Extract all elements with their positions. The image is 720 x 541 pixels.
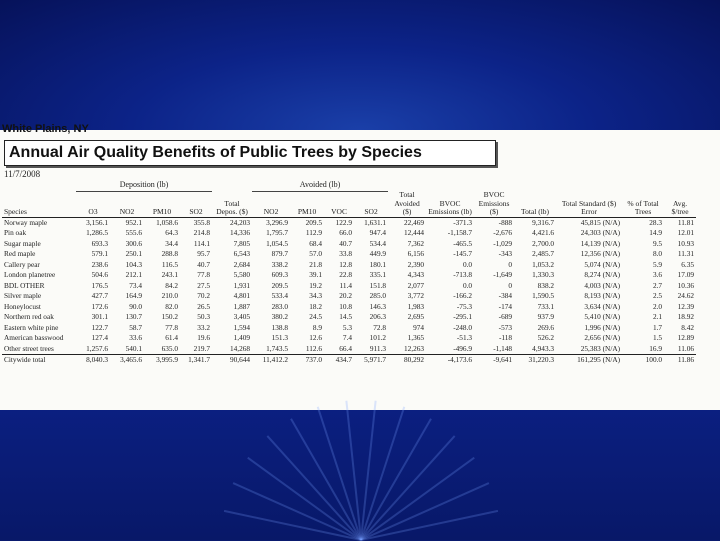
value-cell: -496.9: [453, 343, 473, 353]
value-cell: 2,700.0: [532, 238, 555, 248]
value-cell: 1.7: [652, 322, 663, 332]
value-cell: 39.1: [309, 270, 323, 279]
value-cell: 2.1: [652, 312, 663, 321]
value-cell: 427.7: [91, 291, 108, 300]
col-header: NO2: [263, 207, 279, 216]
total-value-cell: 5,971.7: [354, 355, 388, 366]
col-header: SO2: [189, 207, 203, 216]
total-value-cell: 90,644: [212, 355, 252, 366]
value-cell: 1,795.7: [266, 228, 289, 237]
value-cell: 285.0: [369, 291, 387, 300]
value-cell: 176.5: [91, 280, 108, 290]
value-cell: 40.7: [197, 259, 211, 269]
scanned-document: [0, 123, 720, 410]
value-cell: 4,343: [407, 270, 425, 279]
value-cell: 9.5: [652, 238, 663, 248]
total-value-cell: 3,995.9: [144, 355, 180, 366]
value-cell: 11.81: [677, 217, 695, 227]
value-cell: 355.8: [193, 217, 211, 227]
value-cell: -118: [498, 333, 513, 342]
total-value-cell: 161,295 (N/A): [556, 355, 622, 366]
value-cell: 4,421.6: [532, 228, 555, 237]
col-header: Species: [4, 207, 27, 216]
value-cell: 77.8: [165, 322, 178, 332]
value-cell: 28.3: [649, 217, 663, 227]
value-cell: 12,356 (N/A): [580, 249, 621, 258]
benefits-table: [2, 180, 696, 366]
value-cell: 12.8: [339, 259, 353, 269]
value-cell: 1,931: [233, 280, 251, 290]
value-cell: 210.0: [161, 291, 178, 300]
value-cell: 26.5: [197, 301, 211, 311]
total-value-cell: 737.0: [290, 355, 324, 366]
value-cell: 2,656 (N/A): [584, 333, 621, 342]
value-cell: 5.3: [342, 322, 353, 332]
slide-background-bottom: [0, 410, 720, 540]
col-header: PM10: [297, 207, 317, 216]
value-cell: -166.2: [453, 291, 473, 300]
value-cell: 66.0: [339, 228, 353, 237]
value-cell: 40.7: [339, 238, 353, 248]
value-cell: 0: [508, 259, 513, 269]
value-cell: 0: [508, 280, 513, 290]
value-cell: -145.7: [453, 249, 473, 258]
value-cell: 6,156: [407, 249, 425, 258]
value-cell: 1,631.1: [364, 217, 387, 227]
value-cell: 17.09: [677, 270, 695, 279]
value-cell: 1,409: [233, 333, 251, 342]
total-value-cell: 31,220.3: [514, 355, 556, 366]
value-cell: 12.6: [309, 333, 323, 342]
report-date: 11/7/2008: [4, 169, 41, 179]
value-cell: 12,263: [403, 343, 425, 353]
value-cell: 164.9: [125, 291, 142, 300]
species-cell: Silver maple: [4, 291, 42, 300]
value-cell: 10.8: [339, 301, 353, 311]
col-header: Total (lb): [521, 207, 550, 216]
species-cell: Red maple: [4, 249, 36, 258]
value-cell: 911.3: [369, 343, 387, 353]
value-cell: -248.0: [453, 322, 473, 332]
value-cell: 73.4: [129, 280, 142, 290]
value-cell: 2.5: [652, 291, 663, 300]
value-cell: -1,029: [493, 238, 513, 248]
value-cell: 1,058.6: [156, 217, 178, 227]
value-cell: 838.2: [537, 280, 555, 290]
value-cell: 1,743.5: [266, 343, 289, 353]
value-cell: 12.89: [677, 333, 695, 342]
value-cell: -1,649: [493, 270, 513, 279]
value-cell: 95.7: [197, 249, 211, 258]
species-cell: Pin oak: [4, 228, 27, 237]
avoided-group-label: Avoided (lb): [252, 180, 388, 191]
value-cell: 24,303 (N/A): [580, 228, 621, 237]
value-cell: 66.4: [339, 343, 353, 353]
value-cell: 947.4: [369, 228, 387, 237]
value-cell: 6.35: [681, 259, 695, 269]
value-cell: -465.5: [453, 238, 473, 248]
value-cell: 34.4: [165, 238, 178, 248]
column-header-row: [2, 191, 696, 217]
value-cell: 534.4: [369, 238, 387, 248]
value-cell: -174: [498, 301, 513, 311]
value-cell: 0.0: [462, 280, 473, 290]
value-cell: 72.8: [373, 322, 387, 332]
light-ray: [360, 435, 455, 540]
value-cell: 8,274 (N/A): [584, 270, 621, 279]
value-cell: 27.5: [197, 280, 211, 290]
value-cell: -75.3: [456, 301, 473, 311]
value-cell: 219.7: [193, 343, 211, 353]
col-header: % of Total Trees: [627, 198, 659, 216]
slide-background-top: [0, 0, 720, 130]
value-cell: 151.8: [369, 280, 387, 290]
value-cell: 1,054.5: [266, 238, 289, 248]
total-label-cell: Citywide total: [2, 355, 76, 366]
species-cell: Eastern white pine: [4, 322, 59, 332]
col-header: VOC: [331, 207, 347, 216]
value-cell: 5,580: [233, 270, 251, 279]
value-cell: -371.3: [453, 217, 473, 227]
value-cell: 8.9: [312, 322, 323, 332]
value-cell: 4,003 (N/A): [584, 280, 621, 290]
species-cell: Northern red oak: [4, 312, 54, 321]
document-title: Annual Air Quality Benefits of Public Trees by Species: [9, 144, 422, 161]
total-value-cell: 100.0: [622, 355, 664, 366]
value-cell: 146.3: [369, 301, 387, 311]
value-cell: 3,405: [233, 312, 251, 321]
city-heading: White Plains, NY: [2, 123, 89, 135]
light-ray: [233, 482, 362, 541]
value-cell: 301.1: [91, 312, 108, 321]
species-cell: London planetree: [4, 270, 56, 279]
table-row: [2, 270, 696, 281]
value-cell: 24,203: [229, 217, 251, 227]
table-row: [2, 302, 696, 313]
value-cell: 58.7: [129, 322, 142, 332]
value-cell: 114.1: [193, 238, 211, 248]
value-cell: 151.3: [271, 333, 289, 342]
value-cell: 10.36: [677, 280, 695, 290]
value-cell: 84.2: [165, 280, 178, 290]
species-cell: BDL OTHER: [4, 280, 45, 290]
value-cell: -713.8: [453, 270, 473, 279]
value-cell: 2,485.7: [532, 249, 555, 258]
species-cell: American basswood: [4, 333, 64, 342]
col-header: BVOC Emissions (lb): [428, 198, 472, 216]
value-cell: -888: [498, 217, 513, 227]
value-cell: 112.9: [305, 228, 323, 237]
value-cell: 77.8: [197, 270, 211, 279]
total-value-cell: 1,341.7: [180, 355, 212, 366]
table-row: [2, 217, 696, 228]
table-row: [2, 249, 696, 260]
value-cell: 19.2: [309, 280, 323, 290]
value-cell: 22.8: [339, 270, 353, 279]
species-cell: Callery pear: [4, 259, 40, 269]
value-cell: 33.8: [339, 249, 353, 258]
value-cell: 138.8: [271, 322, 289, 332]
value-cell: 209.5: [305, 217, 323, 227]
value-cell: 526.2: [537, 333, 555, 342]
value-cell: 1,996 (N/A): [584, 322, 621, 332]
value-cell: 180.1: [369, 259, 387, 269]
total-value-cell: 434.7: [324, 355, 354, 366]
value-cell: -295.1: [453, 312, 473, 321]
value-cell: 206.3: [369, 312, 387, 321]
col-header: Avg. $/tree: [671, 198, 689, 216]
value-cell: 12.01: [677, 228, 695, 237]
value-cell: 7.4: [342, 333, 353, 342]
value-cell: 609.3: [271, 270, 289, 279]
col-header: PM10: [152, 207, 172, 216]
value-cell: 11.06: [677, 343, 695, 353]
value-cell: 21.8: [309, 259, 323, 269]
value-cell: 7,362: [407, 238, 425, 248]
value-cell: 0.0: [462, 259, 473, 269]
value-cell: 212.1: [125, 270, 142, 279]
value-cell: 90.0: [129, 301, 142, 311]
value-cell: 34.3: [309, 291, 323, 300]
value-cell: 50.3: [197, 312, 211, 321]
group-header-row: [2, 180, 696, 191]
table-row: [2, 228, 696, 239]
table-row: [2, 323, 696, 334]
value-cell: 300.6: [125, 238, 142, 248]
col-header: O3: [88, 207, 98, 216]
total-value-cell: 11.86: [664, 355, 696, 366]
table-row: [2, 260, 696, 271]
value-cell: 1,594: [233, 322, 251, 332]
value-cell: 45,815 (N/A): [580, 217, 621, 227]
table-row: [2, 333, 696, 344]
value-cell: 449.9: [369, 249, 387, 258]
value-cell: 5.9: [652, 259, 663, 269]
value-cell: 214.8: [193, 228, 211, 237]
value-cell: 122.7: [91, 322, 108, 332]
total-value-cell: -4,173.6: [426, 355, 474, 366]
value-cell: 4,801: [233, 291, 251, 300]
value-cell: 335.1: [369, 270, 387, 279]
value-cell: 1,330.3: [532, 270, 555, 279]
value-cell: 25,383 (N/A): [580, 343, 621, 353]
value-cell: 19.6: [197, 333, 211, 342]
value-cell: 24.62: [677, 291, 695, 300]
total-value-cell: 3,465.6: [110, 355, 144, 366]
value-cell: 209.5: [271, 280, 289, 290]
value-cell: 116.5: [161, 259, 178, 269]
total-value-cell: 11,412.2: [252, 355, 290, 366]
value-cell: 579.1: [91, 249, 108, 258]
value-cell: 2.0: [652, 301, 663, 311]
value-cell: 57.0: [309, 249, 323, 258]
value-cell: -689: [498, 312, 513, 321]
value-cell: 1,887: [233, 301, 251, 311]
value-cell: -1,158.7: [447, 228, 473, 237]
value-cell: 338.2: [271, 259, 289, 269]
value-cell: 3,634 (N/A): [584, 301, 621, 311]
col-header: BVOC Emissions ($): [478, 190, 510, 216]
value-cell: 6,543: [233, 249, 251, 258]
value-cell: -384: [498, 291, 513, 300]
value-cell: 879.7: [271, 249, 289, 258]
value-cell: 238.6: [91, 259, 108, 269]
value-cell: 1,590.5: [532, 291, 555, 300]
deposition-group-label: Deposition (lb): [76, 180, 212, 191]
value-cell: 7,805: [233, 238, 251, 248]
value-cell: 540.1: [125, 343, 142, 353]
value-cell: 172.6: [91, 301, 108, 311]
value-cell: 24.5: [309, 312, 323, 321]
value-cell: 18.92: [677, 312, 695, 321]
value-cell: 16.9: [649, 343, 663, 353]
value-cell: 2,695: [407, 312, 425, 321]
value-cell: 5,074 (N/A): [584, 259, 621, 269]
total-value-cell: -9,641: [474, 355, 514, 366]
value-cell: -1,148: [493, 343, 513, 353]
light-ray: [267, 435, 362, 540]
value-cell: 3,296.9: [266, 217, 289, 227]
value-cell: 22,469: [403, 217, 425, 227]
value-cell: 269.6: [537, 322, 555, 332]
table-row: [2, 344, 696, 355]
table-row: [2, 312, 696, 323]
total-value-cell: 80,292: [388, 355, 426, 366]
value-cell: 2,390: [407, 259, 425, 269]
value-cell: 952.1: [125, 217, 142, 227]
value-cell: 14,139 (N/A): [580, 238, 621, 248]
value-cell: 1,365: [407, 333, 425, 342]
value-cell: 82.0: [165, 301, 178, 311]
species-cell: Sugar maple: [4, 238, 41, 248]
value-cell: 61.4: [165, 333, 178, 342]
value-cell: 8.0: [652, 249, 663, 258]
value-cell: 10.93: [677, 238, 695, 248]
value-cell: 33.6: [129, 333, 142, 342]
col-header: Total Depos. ($): [216, 198, 248, 216]
value-cell: 250.1: [125, 249, 142, 258]
value-cell: 33.2: [197, 322, 211, 332]
value-cell: 68.4: [309, 238, 323, 248]
col-header: Total Avoided ($): [394, 190, 420, 216]
value-cell: 504.6: [91, 270, 108, 279]
value-cell: 104.3: [125, 259, 142, 269]
value-cell: 1,053.2: [532, 259, 555, 269]
value-cell: 3,772: [407, 291, 425, 300]
value-cell: 14,336: [229, 228, 251, 237]
title-box: [4, 140, 496, 166]
value-cell: 101.2: [369, 333, 387, 342]
table-row: [2, 239, 696, 250]
value-cell: 5,410 (N/A): [584, 312, 621, 321]
value-cell: -2,676: [493, 228, 513, 237]
value-cell: 8.42: [681, 322, 695, 332]
value-cell: 14.9: [649, 228, 663, 237]
value-cell: 2,077: [407, 280, 425, 290]
value-cell: 150.2: [161, 312, 178, 321]
value-cell: 974: [413, 322, 425, 332]
col-header: SO2: [364, 207, 378, 216]
col-header: NO2: [119, 207, 135, 216]
value-cell: 1,983: [407, 301, 425, 311]
value-cell: 283.0: [271, 301, 289, 311]
value-cell: 693.3: [91, 238, 108, 248]
value-cell: 9,316.7: [532, 217, 555, 227]
value-cell: 555.6: [125, 228, 142, 237]
value-cell: 3,156.1: [86, 217, 108, 227]
table-body: [2, 217, 696, 366]
species-cell: Other street trees: [4, 343, 54, 353]
value-cell: -343: [498, 249, 513, 258]
species-cell: Norway maple: [4, 217, 48, 227]
value-cell: 1,286.5: [86, 228, 108, 237]
value-cell: -51.3: [456, 333, 473, 342]
value-cell: 380.2: [271, 312, 289, 321]
value-cell: 2.7: [652, 280, 663, 290]
value-cell: 18.2: [309, 301, 323, 311]
species-cell: Honeylocust: [4, 301, 41, 311]
table-row: [2, 291, 696, 302]
col-header: Total Standard ($) Error: [561, 198, 617, 216]
value-cell: 2,684: [233, 259, 251, 269]
value-cell: 11.4: [339, 280, 353, 290]
value-cell: 635.0: [161, 343, 178, 353]
total-row: [2, 355, 696, 366]
value-cell: 1,257.6: [86, 343, 108, 353]
value-cell: 243.1: [161, 270, 178, 279]
value-cell: 127.4: [91, 333, 108, 342]
value-cell: 122.9: [335, 217, 353, 227]
value-cell: 11.31: [677, 249, 695, 258]
value-cell: 14,268: [229, 343, 251, 353]
value-cell: -573: [498, 322, 513, 332]
value-cell: 112.6: [305, 343, 323, 353]
total-value-cell: 8,040.3: [76, 355, 110, 366]
value-cell: 1.5: [652, 333, 663, 342]
value-cell: 937.9: [537, 312, 555, 321]
value-cell: 130.7: [125, 312, 142, 321]
value-cell: 4,943.3: [532, 343, 555, 353]
value-cell: 733.1: [537, 301, 555, 311]
value-cell: 12,444: [403, 228, 425, 237]
value-cell: 3.6: [652, 270, 663, 279]
value-cell: 288.8: [161, 249, 178, 258]
value-cell: 533.4: [271, 291, 289, 300]
value-cell: 64.3: [165, 228, 178, 237]
value-cell: 14.5: [339, 312, 353, 321]
value-cell: 20.2: [339, 291, 353, 300]
value-cell: 70.2: [197, 291, 211, 300]
value-cell: 8,193 (N/A): [584, 291, 621, 300]
value-cell: 12.39: [677, 301, 695, 311]
table-row: [2, 281, 696, 292]
